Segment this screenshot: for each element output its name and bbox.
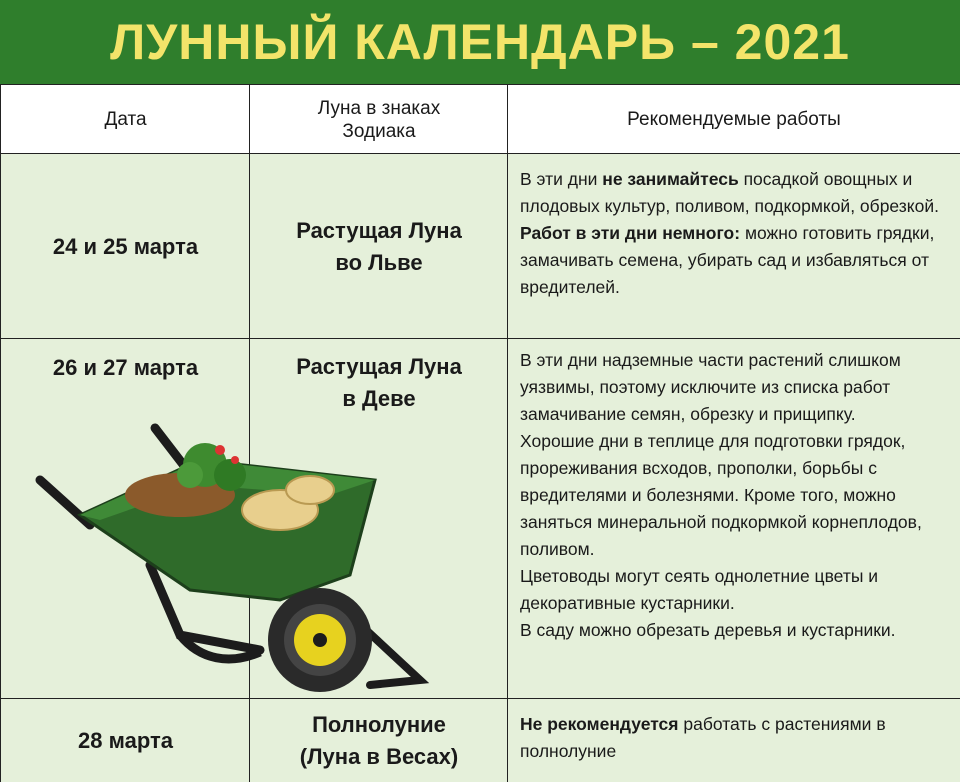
moon-phase-line: в Деве [342,386,416,411]
recommended-work [508,339,960,644]
column-header-date-label: Дата [104,109,147,130]
table-row-3-date [0,698,250,782]
table-row-1-moon [249,153,508,339]
column-header-work-label: Рекомендуемые работы [627,109,841,130]
work-paragraph: В саду можно обрезать деревья и кустарники. [520,620,896,640]
table-row-2-work [507,338,960,699]
moon-phase [296,215,462,279]
table-row-1-date [0,153,250,339]
calendar-header [0,0,960,84]
table-row-1-work [507,153,960,339]
date-value: 28 марта [78,727,173,753]
recommended-work [508,699,960,765]
column-header-date [0,84,250,154]
column-header-work [507,84,960,154]
work-paragraph: Хорошие дни в теплице для подготовки грядок, прореживания всходов, прополки, борьбы с вредителями и болезнями. Кроме того, можно заняться минеральной подкормкой корнеплодов, поливом. [520,431,922,559]
date-value: 24 и 25 марта [52,233,199,259]
moon-phase [300,709,458,773]
table-row-3-work [507,698,960,782]
moon-phase-line: во Льве [335,249,423,275]
work-paragraph: Не рекомендуется работать с растениями в полнолуние [520,714,886,761]
work-paragraph: В эти дни не занимайтесь посадкой овощных и плодовых культур, поливом, подкормкой, обрезкой. [520,169,940,216]
moon-phase [250,339,508,415]
wheelbarrow-icon [30,420,450,705]
date-value: 26 и 27 марта [52,355,199,380]
work-paragraph: В эти дни надземные части растений слишком уязвимы, поэтому исключите из списка работ замачивание семян, обрезку и прищипку. [520,350,901,424]
column-header-moon [249,84,508,154]
work-paragraph: Работ в эти дни немного: можно готовить грядки, замачивать семена, убирать сад и избавляться от вредителей. [520,223,935,297]
moon-phase-line: Растущая Луна [296,217,462,243]
work-paragraph: Цветоводы могут сеять однолетние цветы и декоративные кустарники. [520,566,879,613]
page-title: ЛУННЫЙ КАЛЕНДАРЬ – 2021 [110,14,850,70]
moon-phase-line: Растущая Луна [296,354,462,379]
recommended-work [508,154,960,301]
moon-phase-line: Полнолуние [312,711,446,737]
column-header-moon-label: Луна в знаках Зодиака [317,97,441,142]
table-row-3-moon [249,698,508,782]
moon-phase-line: (Луна в Весах) [299,743,459,769]
